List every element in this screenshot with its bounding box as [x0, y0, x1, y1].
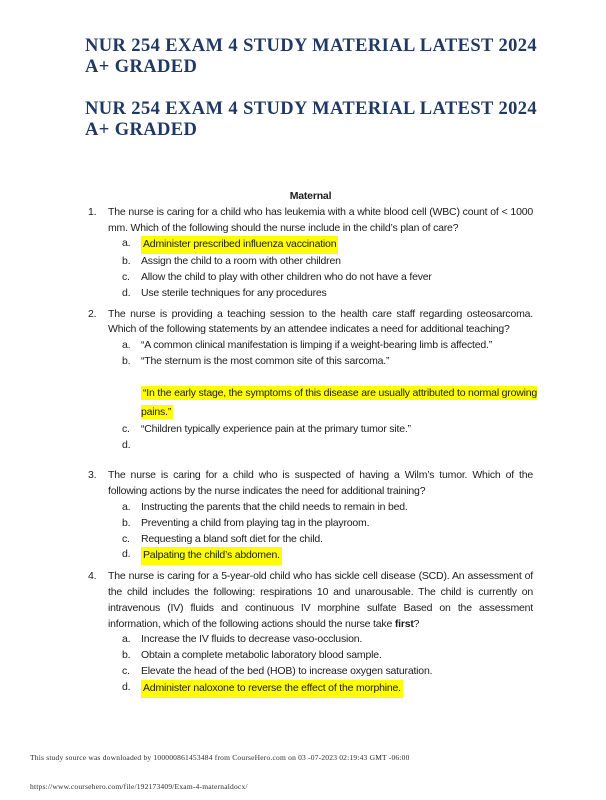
option-row	[122, 438, 533, 454]
option-letter: a.	[122, 339, 131, 352]
question-number: 3.	[88, 469, 97, 482]
option-row	[122, 547, 533, 565]
question-number: 4.	[88, 570, 97, 583]
option-row	[122, 648, 533, 664]
option-letter: b.	[122, 255, 131, 268]
option-letter: d.	[122, 438, 131, 451]
option-row	[122, 632, 533, 648]
answer-note	[141, 384, 538, 422]
question-text: The nurse is caring for a child who has leukemia with a white blood cell (WBC) count of < 1000 mm. Which of the following should the nurse include in the child’s plan of care?	[108, 205, 533, 234]
question-2	[88, 307, 538, 454]
option-letter: c.	[122, 532, 130, 545]
option-text: “Children typically experience pain at the primary tumor site.”	[141, 422, 411, 435]
option-text: “A common clinical manifestation is limping if a weight-bearing limb is affected.”	[141, 339, 493, 352]
question-text	[108, 569, 533, 632]
option-text: Allow the child to play with other children who do not have a fever	[141, 270, 432, 283]
option-text: Assign the child to a room with other children	[141, 255, 341, 268]
title-block	[0, 0, 606, 141]
answer-note-text-highlighted: “In the early stage, the symptoms of this disease are usually attributed to normal growing pains.”	[141, 386, 538, 418]
document-title-line2: A+ GRADED	[85, 120, 198, 140]
option-row	[122, 516, 533, 532]
option-letter: c.	[122, 422, 130, 435]
question-text: The nurse is caring for a child who is suspected of having a Wilm’s tumor. Which of the following actions by the nurse indicates the need for additional training?	[108, 469, 533, 498]
options-list	[88, 338, 538, 453]
option-letter: a.	[122, 237, 131, 250]
document-title-line2: A+ GRADED	[85, 57, 198, 77]
option-letter: d.	[122, 548, 131, 561]
option-row	[122, 680, 533, 698]
option-row	[122, 270, 533, 286]
option-text: Obtain a complete metabolic laboratory blood sample.	[141, 649, 382, 662]
option-row	[122, 532, 533, 548]
option-text: Instructing the parents that the child needs to remain in bed.	[141, 500, 408, 513]
option-text: “The sternum is the most common site of this sarcoma.”	[141, 354, 390, 367]
option-row	[122, 254, 533, 270]
option-row	[122, 236, 533, 254]
document-title	[85, 36, 606, 78]
document-title-line1: NUR 254 EXAM 4 STUDY MATERIAL LATEST 2024	[85, 99, 538, 119]
document-title-repeat	[85, 99, 606, 141]
option-letter: c.	[122, 664, 130, 677]
option-letter: b.	[122, 649, 131, 662]
question-text-end: ?	[413, 617, 420, 630]
option-row	[122, 338, 533, 354]
option-text-highlighted: Palpating the child’s abdomen.	[141, 547, 282, 565]
document-title-line1: NUR 254 EXAM 4 STUDY MATERIAL LATEST 2024	[85, 36, 538, 56]
options-list	[88, 632, 533, 697]
option-letter: a.	[122, 633, 131, 646]
option-row	[122, 286, 533, 302]
option-row	[122, 422, 533, 438]
option-text: Increase the IV fluids to decrease vaso-occlusion.	[141, 633, 363, 646]
option-text: Requesting a bland soft diet for the child.	[141, 532, 323, 545]
option-letter: d.	[122, 286, 131, 299]
option-letter: b.	[122, 516, 131, 529]
option-text-highlighted: Administer prescribed influenza vaccination	[141, 236, 338, 254]
question-number: 2.	[88, 307, 97, 320]
option-row	[122, 664, 533, 680]
option-text-highlighted: Administer naloxone to reverse the effect of the morphine.	[141, 680, 403, 698]
options-list	[88, 500, 533, 565]
question-text-bold: first	[394, 617, 414, 630]
question-text-start: The nurse is caring for a 5-year-old child who has sickle cell disease (SCD). An assessment of the child includes the following: respirations 10 and unarousable. The child is currently on intravenous (IV) fluids and continuous IV morphine sulfate Based on the assessment information, which of the following actions should the nurse take	[108, 570, 533, 630]
option-letter: a.	[122, 500, 131, 513]
option-text: Use sterile techniques for any procedures	[141, 286, 327, 299]
question-4	[88, 569, 533, 697]
option-row	[122, 500, 533, 516]
option-letter: b.	[122, 354, 131, 367]
option-text: Elevate the head of the bed (HOB) to increase oxygen saturation.	[141, 664, 433, 677]
question-list	[88, 189, 538, 698]
options-list	[88, 236, 533, 301]
option-text: Preventing a child from playing tag in the playroom.	[141, 516, 370, 529]
footer-url: https://www.coursehero.com/file/192173409/Exam-4-maternaldocx/	[30, 782, 248, 791]
question-3	[88, 468, 533, 565]
option-row	[122, 354, 533, 370]
question-text: The nurse is providing a teaching session to the health care staff regarding osteosarcoma. Which of the following statements by an attendee indicates a need for additional teaching?	[108, 307, 533, 336]
option-letter: d.	[122, 680, 131, 693]
question-1	[88, 205, 533, 302]
option-letter: c.	[122, 270, 130, 283]
footer-download-note: This study source was downloaded by 100000861453484 from CourseHero.com on 03 -07-2023 02:19:43 GMT -06:00	[30, 753, 410, 762]
section-heading: Maternal	[289, 190, 332, 202]
question-number: 1.	[88, 205, 97, 218]
